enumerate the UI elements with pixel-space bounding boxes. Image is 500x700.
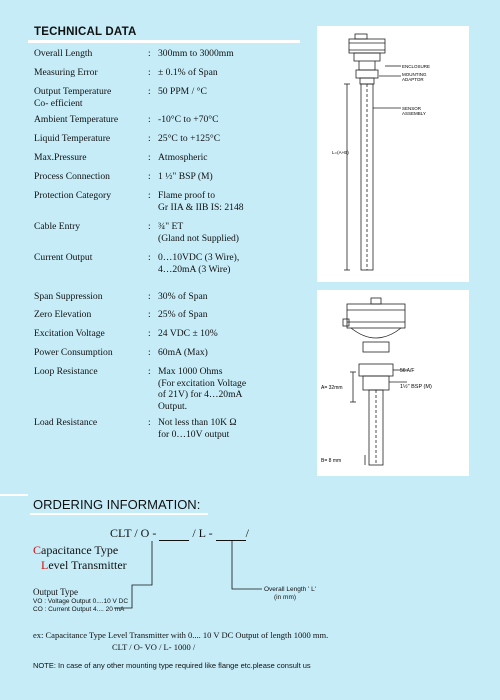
spec-label: Zero Elevation <box>34 309 92 320</box>
spec-value-line3: of 21V) for 4…20mA <box>158 389 243 400</box>
spec-colon: : <box>148 152 151 163</box>
spec-label: Excitation Voltage <box>34 328 105 339</box>
spec-value-line2: for 0…10V output <box>158 428 230 440</box>
spec-label: Loop Resistance <box>34 366 98 377</box>
spec-colon: : <box>148 171 151 182</box>
spec-value-line2: (For excitation Voltage <box>158 377 247 389</box>
spec-value: Atmospheric <box>158 152 208 163</box>
spec-label: Protection Category <box>34 190 111 201</box>
spec-colon: : <box>148 133 151 144</box>
example-text: ex: Capacitance Type Level Transmitter with 0.... 10 V DC Output of length 1000 mm. <box>33 630 329 640</box>
spec-value-line1: Not less than 10K Ω <box>158 417 237 428</box>
spec-label: Power Consumption <box>34 347 113 358</box>
capacitance-letter: C <box>33 543 42 557</box>
order-code-prefix: CLT / O - <box>110 526 157 540</box>
order-code-end: / <box>245 526 249 540</box>
spec-label-line1: Output Temperature <box>34 86 112 97</box>
spec-colon: : <box>148 190 151 201</box>
spec-label: Ambient Temperature <box>34 114 119 125</box>
label-sensor-2: ASSEMBLY <box>402 111 426 116</box>
example-code: CLT / O- VO / L- 1000 / <box>112 642 196 652</box>
spec-label: Max.Pressure <box>34 152 87 163</box>
spec-colon: : <box>148 221 151 232</box>
spec-colon: : <box>148 347 151 358</box>
spec-colon: : <box>148 328 151 339</box>
overall-length-label: Overall Length ' L' <box>264 586 316 593</box>
spec-colon: : <box>148 417 151 428</box>
label-length: L=(A+B) <box>332 150 349 155</box>
label-mounting-2: ADAPTOR <box>402 77 424 82</box>
spec-value: 1 ½" BSP (M) <box>158 171 213 182</box>
spec-value: 30% of Span <box>158 291 208 302</box>
spec-value-line4: Output. <box>158 400 188 412</box>
spec-value: -10°C to +70°C <box>158 114 219 125</box>
spec-value: 60mA (Max) <box>158 347 208 358</box>
label-mounting-1: MOUNTING <box>402 72 427 77</box>
label-a: A= 32mm <box>321 385 343 391</box>
label-sensor-1: SENSOR <box>402 106 422 111</box>
technical-data-title: TECHNICAL DATA <box>34 26 137 38</box>
spec-label-line2: Co- efficient <box>34 97 83 109</box>
overall-length-unit: (in mm) <box>274 594 297 601</box>
output-co: CO : Current Output 4.... 20 mA <box>33 606 125 613</box>
spec-value-line2: Gr IIA & IIB IS: 2148 <box>158 201 244 213</box>
spec-value-line1: ¾" ET <box>158 221 184 232</box>
spec-value-line1: Max 1000 Ohms <box>158 366 223 377</box>
spec-label: Liquid Temperature <box>34 133 111 144</box>
label-enclosure: ENCLOSURE <box>402 64 431 69</box>
spec-label: Current Output <box>34 252 93 263</box>
spec-value-line2: 4…20mA (3 Wire) <box>158 263 231 275</box>
output-vo: VO : Voltage Output 0....10 V DC <box>33 598 129 605</box>
spec-label: Load Resistance <box>34 417 98 428</box>
ordering-title: ORDERING INFORMATION: <box>33 497 201 512</box>
order-code-mid: / L - <box>192 526 213 540</box>
spec-colon: : <box>148 67 151 78</box>
spec-label: Process Connection <box>34 171 110 182</box>
label-af: 56 A/F <box>400 368 415 374</box>
spec-colon: : <box>148 114 151 125</box>
spec-colon: : <box>148 48 151 59</box>
spec-value: ± 0.1% of Span <box>158 67 218 78</box>
capacitance-rest: apacitance Type <box>41 543 119 557</box>
spec-colon: : <box>148 252 151 263</box>
spec-label: Span Suppression <box>34 291 103 302</box>
spec-colon: : <box>148 86 151 97</box>
spec-value-line2: (Gland not Supplied) <box>158 232 240 244</box>
spec-colon: : <box>148 309 151 320</box>
label-b: B= 8 mm <box>321 458 342 464</box>
spec-value-line1: 0…10VDC (3 Wire), <box>158 252 240 263</box>
spec-value: 50 PPM / °C <box>158 86 207 97</box>
spec-colon: : <box>148 291 151 302</box>
spec-label: Cable Entry <box>34 221 81 232</box>
level-letter: L <box>41 558 49 572</box>
spec-value: 25% of Span <box>158 309 208 320</box>
level-rest: evel Transmitter <box>48 558 127 572</box>
spec-value: 25°C to +125°C <box>158 133 221 144</box>
spec-label: Measuring Error <box>34 67 98 78</box>
spec-label: Overall Length <box>34 48 93 59</box>
spec-colon: : <box>148 366 151 377</box>
spec-value: 24 VDC ± 10% <box>158 328 218 339</box>
spec-value: 300mm to 3000mm <box>158 48 234 59</box>
output-type-heading: Output Type <box>33 587 78 597</box>
label-bsp: 1½" BSP (M) <box>400 384 432 390</box>
spec-value-line1: Flame proof to <box>158 190 216 201</box>
note-text: NOTE: In case of any other mounting type required like flange etc.please consult us <box>33 661 311 670</box>
